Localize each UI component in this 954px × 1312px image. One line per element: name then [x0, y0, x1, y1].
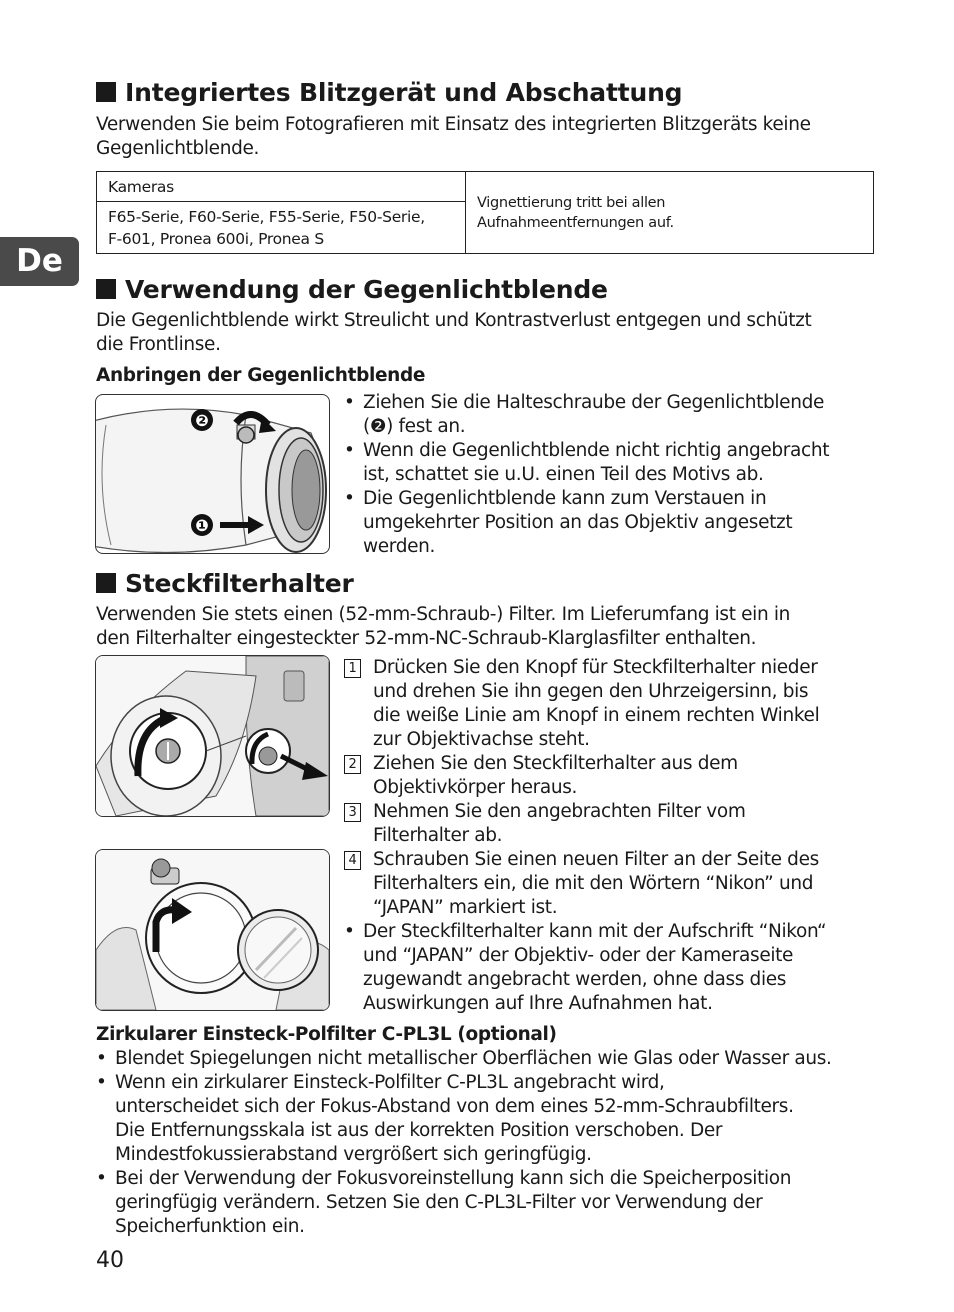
table-header: Kameras	[97, 172, 466, 202]
list-item: • Wenn die Gegenlichtblende nicht richtig angebracht ist, schattet sie u.U. einen Teil des Motivs ab.	[344, 440, 830, 485]
list-item: • Der Steckfilterhalter kann mit der Aufschrift “Nikon“ und “JAPAN” der Objektiv- oder der Kameraseite zugewandt angebracht werden, ohne dass dies Auswirkungen auf Ihre Aufnahmen hat.	[344, 921, 827, 1014]
subheading-polarizer: Zirkularer Einsteck-Polfilter C-PL3L (optional)	[96, 1024, 557, 1045]
hood-bullets	[344, 391, 884, 559]
step-number: 4	[344, 851, 361, 870]
filter-holder-steps	[344, 656, 884, 1016]
list-item: • Bei der Verwendung der Fokusvoreinstellung kann sich die Speicherposition geringfügig verändern. Setzen Sie den C-PL3L-Filter vor Verwendung der Speicherfunktion ein.	[96, 1168, 792, 1237]
bullet-icon: •	[344, 392, 355, 413]
section-title-flash: Integriertes Blitzgerät und Abschattung	[96, 78, 682, 107]
bullet-icon: •	[344, 921, 355, 942]
square-bullet-icon	[96, 82, 116, 102]
step-item: 2 Ziehen Sie den Steckfilterhalter aus dem Objektivkörper heraus.	[344, 752, 884, 800]
bullet-icon: •	[344, 488, 355, 509]
step-item: 4 Schrauben Sie einen neuen Filter an der Seite des Filterhalters ein, die mit den Wörtern “Nikon” und “JAPAN” markiert ist.	[344, 848, 884, 920]
list-item: • Wenn ein zirkularer Einsteck-Polfilter C-PL3L angebracht wird, unterscheidet sich der Fokus-Abstand von dem eines 52-mm-Schraubfilters. Die Entfernungsskala ist aus der korrekten Position verschoben. Der Mindestfokussierabstand vergrößert sich geringfügig.	[96, 1072, 794, 1165]
filter-holder-removal-drawing	[96, 656, 329, 816]
list-item: • Ziehen Sie die Halteschraube der Gegenlichtblende (❷) fest an.	[344, 392, 825, 437]
step-number: 1	[344, 659, 361, 678]
figure-label-2: ❷	[195, 411, 209, 430]
section-text-filter-holder: Verwenden Sie stets einen (52-mm-Schraub-) Filter. Im Lieferumfang ist ein in den Filterhalter eingesteckter 52-mm-NC-Schraub-Klarglasfilter enthalten.	[96, 604, 791, 649]
table-note: Vignettierung tritt bei allen Aufnahmeentfernungen auf.	[466, 172, 874, 254]
square-bullet-icon	[96, 573, 116, 593]
figure-label-1: ❶	[195, 516, 209, 535]
page-number: 40	[96, 1248, 124, 1273]
list-item: • Blendet Spiegelungen nicht metallischer Oberflächen wie Glas oder Wasser aus.	[96, 1048, 832, 1069]
bullet-icon: •	[96, 1168, 107, 1189]
step-item: 1 Drücken Sie den Knopf für Steckfilterhalter nieder und drehen Sie ihn gegen den Uhrzeigersinn, bis die weiße Linie am Knopf in einem rechten Winkel zur Objektivachse steht.	[344, 656, 884, 752]
section-text-flash: Verwenden Sie beim Fotografieren mit Einsatz des integrierten Blitzgeräts keine Gegenlichtblende.	[96, 114, 811, 159]
step-number: 3	[344, 803, 361, 822]
filter-replacement-illustration	[95, 849, 330, 1011]
camera-table	[96, 171, 874, 254]
subheading-attach-hood: Anbringen der Gegenlichtblende	[96, 365, 426, 386]
section-title-hood: Verwendung der Gegenlichtblende	[96, 275, 608, 304]
lens-hood-illustration	[95, 394, 330, 554]
section-text-hood: Die Gegenlichtblende wirkt Streulicht und Kontrastverlust entgegen und schützt die Frontlinse.	[96, 310, 812, 355]
lens-hood-drawing	[96, 395, 329, 553]
section-title-filter-holder: Steckfilterhalter	[96, 569, 354, 598]
filter-replacement-drawing	[96, 850, 329, 1010]
table-models: F65-Serie, F60-Serie, F55-Serie, F50-Serie, F-601, Pronea 600i, Pronea S	[97, 202, 466, 254]
polarizer-bullets	[96, 1047, 896, 1239]
step-number: 2	[344, 755, 361, 774]
square-bullet-icon	[96, 279, 116, 299]
filter-holder-removal-illustration	[95, 655, 330, 817]
step-item: 3 Nehmen Sie den angebrachten Filter vom Filterhalter ab.	[344, 800, 884, 848]
bullet-icon: •	[96, 1048, 107, 1069]
language-tab: De	[0, 237, 79, 286]
list-item: • Die Gegenlichtblende kann zum Verstauen in umgekehrter Position an das Objektiv angesetzt werden.	[344, 488, 793, 557]
bullet-icon: •	[344, 440, 355, 461]
bullet-icon: •	[96, 1072, 107, 1093]
